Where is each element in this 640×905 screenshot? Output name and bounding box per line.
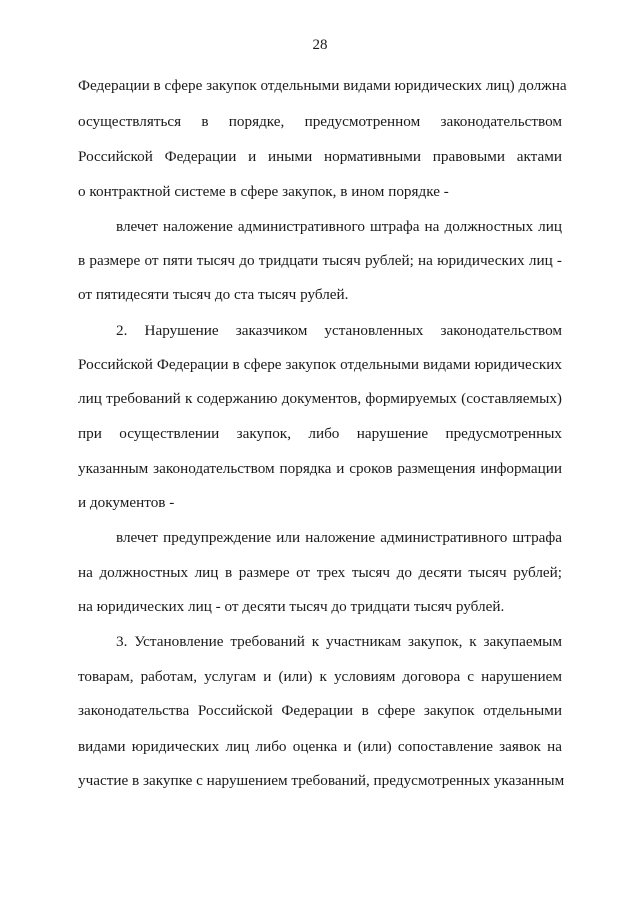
text-line: при осуществлении закупок, либо нарушение предусмотренных <box>78 425 562 442</box>
text-line: участие в закупке с нарушением требований, предусмотренных указанным <box>78 772 565 789</box>
text-line: и документов - <box>78 494 175 511</box>
text-line: видами юридических лиц либо оценка и (или) сопоставление заявок на <box>78 738 562 755</box>
page-number: 28 <box>312 37 328 53</box>
text-line: влечет предупреждение или наложение административного штрафа <box>116 529 562 546</box>
text-line: Российской Федерации в сфере закупок отдельными видами юридических <box>78 356 562 373</box>
text-line: влечет наложение административного штрафа на должностных лиц <box>116 218 562 235</box>
text-line: 2. Нарушение заказчиком установленных законодательством <box>116 322 562 339</box>
text-line: 3. Установление требований к участникам закупок, к закупаемым <box>116 633 562 650</box>
text-line: указанным законодательством порядка и сроков размещения информации <box>78 460 562 477</box>
text-line: от пятидесяти тысяч до ста тысяч рублей. <box>78 286 349 303</box>
text-line: осуществляться в порядке, предусмотренном законодательством <box>78 113 562 130</box>
text-line: законодательства Российской Федерации в сфере закупок отдельными <box>78 702 562 719</box>
text-line: товарам, работам, услугам и (или) к условиям договора с нарушением <box>78 668 562 685</box>
text-line: Российской Федерации и иными нормативными правовыми актами <box>78 148 562 165</box>
text-line: о контрактной системе в сфере закупок, в ином порядке - <box>78 183 449 200</box>
text-line: в размере от пяти тысяч до тридцати тысяч рублей; на юридических лиц - <box>78 252 562 269</box>
text-line: на юридических лиц - от десяти тысяч до тридцати тысяч рублей. <box>78 598 505 615</box>
text-line: лиц требований к содержанию документов, формируемых (составляемых) <box>78 390 562 407</box>
text-line: Федерации в сфере закупок отдельными видами юридических лиц) должна <box>78 77 567 94</box>
text-line: на должностных лиц в размере от трех тысяч до десяти тысяч рублей; <box>78 564 562 581</box>
